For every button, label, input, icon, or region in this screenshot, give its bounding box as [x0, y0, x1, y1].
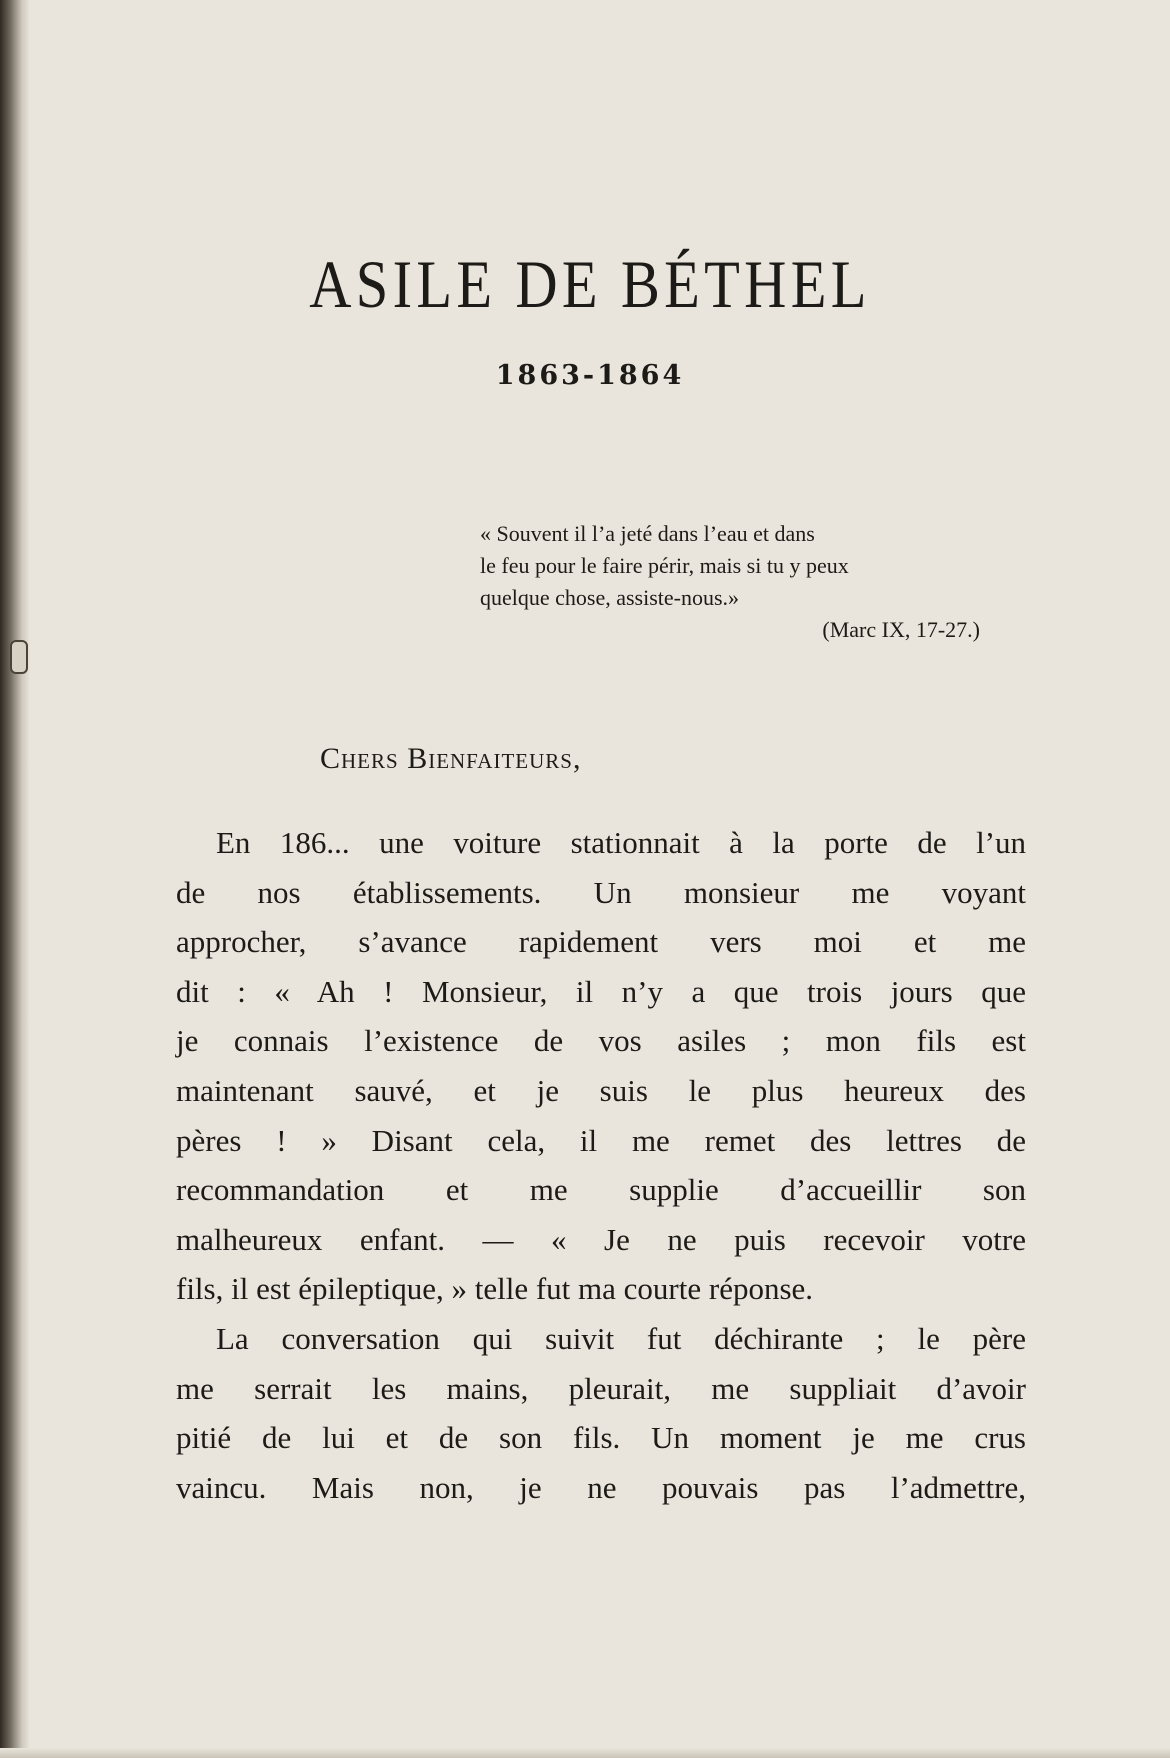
body-line: malheureux enfant. — « Je ne puis recevoir votre	[176, 1221, 1026, 1257]
page-content	[150, 0, 1030, 1758]
body-line: fils, il est épileptique, » telle fut ma courte réponse.	[176, 1271, 814, 1307]
body-line: recommandation et me supplie d’accueillir son	[176, 1172, 1026, 1208]
book-spine	[0, 0, 30, 1758]
body-line: approcher, s’avance rapidement vers moi et me	[176, 924, 1026, 960]
body-text	[176, 818, 1026, 1512]
body-line: maintenant sauvé, et je suis le plus heureux des	[176, 1072, 1026, 1108]
binding-mark	[10, 640, 28, 674]
body-line: pitié de lui et de son fils. Un moment je me crus	[176, 1420, 1026, 1456]
body-line: me serrait les mains, pleurait, me suppliait d’avoir	[176, 1370, 1026, 1406]
body-line: En 186... une voiture stationnait à la porte de l’un	[216, 825, 1026, 860]
epigraph-line: « Souvent il l’a jeté dans l’eau et dans	[480, 521, 815, 546]
body-line: La conversation qui suivit fut déchirante ; le père	[216, 1320, 1026, 1356]
page-title: ASILE DE BÉTHEL	[309, 246, 871, 322]
body-line: je connais l’existence de vos asiles ; mon fils est	[176, 1023, 1026, 1059]
epigraph-citation: (Marc IX, 17-27.)	[822, 617, 980, 642]
body-line: de nos établissements. Un monsieur me voyant	[176, 874, 1026, 910]
body-line: dit : « Ah ! Monsieur, il n’y a que trois jours que	[176, 973, 1026, 1009]
salutation: Chers Bienfaiteurs,	[320, 742, 582, 775]
body-line: pères ! » Disant cela, il me remet des lettres de	[176, 1122, 1026, 1158]
epigraph-line: le feu pour le faire périr, mais si tu y peux	[480, 553, 849, 578]
page-subtitle-years: 1863-1864	[495, 360, 685, 391]
epigraph-line: quelque chose, assiste-nous.»	[480, 585, 740, 610]
page-bottom-edge	[0, 1748, 1170, 1758]
epigraph	[480, 518, 980, 646]
body-line: vaincu. Mais non, je ne pouvais pas l’admettre,	[176, 1469, 1026, 1505]
